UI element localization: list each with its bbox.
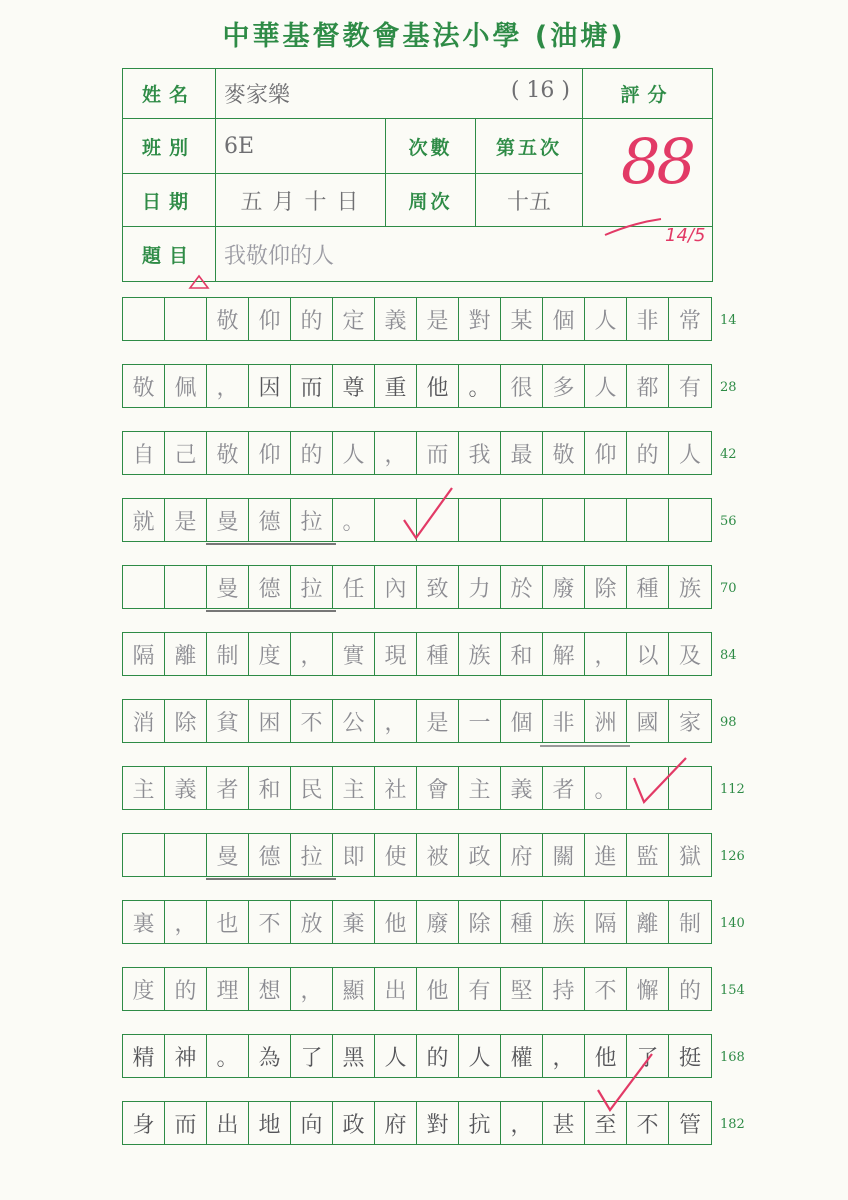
- grid-cell: 敬: [207, 432, 249, 474]
- char-count: 154: [720, 983, 745, 998]
- grid-cell: 黑: [333, 1035, 375, 1077]
- grid-cell: 以: [627, 633, 669, 675]
- grid-row: [122, 766, 712, 810]
- grid-cell: 制: [207, 633, 249, 675]
- char-count: 112: [720, 782, 745, 797]
- grid-cell: 於: [501, 566, 543, 608]
- grid-cell: 他: [417, 968, 459, 1010]
- grid-row: [122, 297, 712, 341]
- grid-cell: 義: [165, 767, 207, 809]
- char-count: 84: [720, 648, 737, 663]
- date-label: 日期: [123, 174, 216, 227]
- grid-cell: [165, 298, 207, 340]
- grid-cell: 人: [333, 432, 375, 474]
- grid-cell: 者: [207, 767, 249, 809]
- grid-row: [122, 632, 712, 676]
- grid-cell: 被: [417, 834, 459, 876]
- grid-cell: 仰: [249, 432, 291, 474]
- grid-cell: 和: [501, 633, 543, 675]
- grid-cell: [165, 834, 207, 876]
- score-stroke-mark: [603, 215, 663, 239]
- grid-cell: 府: [501, 834, 543, 876]
- grid-cell: 不: [249, 901, 291, 943]
- grid-cell: 政: [459, 834, 501, 876]
- grid-cell: 常: [678, 308, 701, 334]
- grid-cell: 曼: [207, 499, 249, 541]
- grid-cell: [669, 499, 711, 541]
- grid-cell: 他: [375, 901, 417, 943]
- grid-cell: 和: [249, 767, 291, 809]
- name-field: [216, 69, 583, 119]
- grid-cell: 了: [627, 1035, 669, 1077]
- grid-cell: 曼: [207, 834, 249, 876]
- grid-cell: 仰: [249, 298, 291, 340]
- score-value: 88: [621, 125, 692, 198]
- name-label: 姓名: [123, 69, 216, 119]
- topic-value: 我敬仰的人: [216, 227, 713, 282]
- grid-cell: 主: [459, 767, 501, 809]
- grid-cell: 除: [459, 901, 501, 943]
- grid-cell: [123, 566, 165, 608]
- name-underline: [206, 610, 336, 612]
- grid-cell: 府: [375, 1102, 417, 1144]
- grid-cell: 離: [165, 633, 207, 675]
- grid-cell: [165, 566, 207, 608]
- grid-cell: 國: [627, 700, 669, 742]
- grid-cell: ，: [165, 901, 207, 943]
- grid-cell: 神: [165, 1035, 207, 1077]
- grid-cell: 多: [543, 365, 585, 407]
- grid-cell: 不: [585, 968, 627, 1010]
- char-count: 168: [720, 1050, 745, 1065]
- grid-cell: 一: [459, 700, 501, 742]
- grid-cell: 自: [123, 432, 165, 474]
- char-count: 98: [720, 715, 737, 730]
- grid-cell: 曼: [207, 566, 249, 608]
- grid-cell: 及: [678, 643, 701, 669]
- name-underline: [206, 543, 336, 545]
- grid-cell: 非: [543, 700, 585, 742]
- grid-cell: 的: [627, 432, 669, 474]
- grid-row: [122, 833, 712, 877]
- grid-cell: 抗: [459, 1102, 501, 1144]
- grid-cell: [627, 499, 669, 541]
- grid-cell: 族: [543, 901, 585, 943]
- grid-cell: 義: [501, 767, 543, 809]
- grid-cell: 都: [627, 365, 669, 407]
- grid-row: [122, 364, 712, 408]
- grid-cell: 隔: [585, 901, 627, 943]
- grid-cell: 持: [543, 968, 585, 1010]
- grid-cell: 解: [543, 633, 585, 675]
- grid-cell: 消: [123, 700, 165, 742]
- char-count: 182: [720, 1117, 745, 1132]
- grid-cell: 政: [333, 1102, 375, 1144]
- grid-cell: 獄: [678, 844, 701, 870]
- grid-cell: 而: [291, 365, 333, 407]
- grid-cell: 定: [333, 298, 375, 340]
- grid-cell: 是: [417, 298, 459, 340]
- grid-cell: 仰: [585, 432, 627, 474]
- grid-cell: ，: [291, 633, 333, 675]
- grid-cell: 隔: [123, 633, 165, 675]
- grid-cell: 個: [543, 298, 585, 340]
- grid-cell: 貧: [207, 700, 249, 742]
- grid-cell: 除: [165, 700, 207, 742]
- grid-cell: 而: [417, 432, 459, 474]
- char-count: 28: [720, 380, 737, 395]
- name-underline: [206, 878, 336, 880]
- grid-cell: 對: [459, 298, 501, 340]
- grid-cell: 甚: [543, 1102, 585, 1144]
- grid-cell: 現: [375, 633, 417, 675]
- grid-cell: 對: [417, 1102, 459, 1144]
- grid-cell: 我: [459, 432, 501, 474]
- grid-cell: 。: [585, 767, 627, 809]
- grid-cell: 敬: [207, 298, 249, 340]
- grid-cell: 棄: [333, 901, 375, 943]
- grid-cell: 家: [678, 710, 701, 736]
- grid-cell: 人: [585, 298, 627, 340]
- grid-cell: 離: [627, 901, 669, 943]
- grid-cell: 權: [501, 1035, 543, 1077]
- grid-cell: ，: [585, 633, 627, 675]
- char-count: 70: [720, 581, 737, 596]
- grid-cell: ，: [543, 1035, 585, 1077]
- grid-cell: 是: [165, 499, 207, 541]
- grid-cell: 力: [459, 566, 501, 608]
- grid-cell: 內: [375, 566, 417, 608]
- grid-cell: 的: [165, 968, 207, 1010]
- check-mark-icon: [400, 486, 456, 542]
- school-title: 中華基督教會基法小學 (油塘): [222, 21, 626, 52]
- grid-cell: 出: [375, 968, 417, 1010]
- char-count: 42: [720, 447, 737, 462]
- char-count: 56: [720, 514, 737, 529]
- grid-cell: 向: [291, 1102, 333, 1144]
- caret-mark: [188, 274, 210, 290]
- grid-cell: 也: [207, 901, 249, 943]
- grid-cell: ，: [375, 700, 417, 742]
- grid-cell: 族: [459, 633, 501, 675]
- grid-cell: 人: [678, 442, 701, 468]
- grid-cell: 因: [249, 365, 291, 407]
- grid-cell: 任: [333, 566, 375, 608]
- grid-cell: 有: [459, 968, 501, 1010]
- grid-cell: 佩: [165, 365, 207, 407]
- grid-cell: 了: [291, 1035, 333, 1077]
- grid-row: [122, 565, 712, 609]
- grid-cell: 精: [123, 1035, 165, 1077]
- grid-cell: 主: [333, 767, 375, 809]
- grid-cell: 他: [417, 365, 459, 407]
- week-label: 周次: [386, 174, 476, 227]
- grid-cell: 他: [585, 1035, 627, 1077]
- grid-cell: 己: [165, 432, 207, 474]
- check-mark-icon: [596, 1050, 656, 1114]
- grid-cell: 地: [249, 1102, 291, 1144]
- grid-cell: 有: [678, 375, 701, 401]
- score-box: [583, 119, 713, 246]
- grid-cell: 不: [291, 700, 333, 742]
- grid-cell: 主: [123, 767, 165, 809]
- grid-cell: 監: [627, 834, 669, 876]
- char-count: 126: [720, 849, 745, 864]
- grid-cell: 想: [249, 968, 291, 1010]
- grid-cell: 而: [165, 1102, 207, 1144]
- grid-cell: 重: [375, 365, 417, 407]
- name-value: 麥家樂: [224, 83, 291, 108]
- grid-cell: 種: [417, 633, 459, 675]
- grid-cell: 德: [249, 566, 291, 608]
- grid-cell: 德: [249, 499, 291, 541]
- date-value: 五月十日: [216, 174, 386, 227]
- grid-cell: 堅: [501, 968, 543, 1010]
- grid-cell: [501, 499, 543, 541]
- grid-cell: 廢: [543, 566, 585, 608]
- grid-cell: ，: [291, 968, 333, 1010]
- grid-cell: 社: [375, 767, 417, 809]
- grid-cell: [123, 834, 165, 876]
- grid-cell: 制: [678, 911, 701, 937]
- grid-cell: 人: [459, 1035, 501, 1077]
- grid-cell: 人: [375, 1035, 417, 1077]
- grid-cell: ，: [375, 432, 417, 474]
- grid-cell: ，: [207, 365, 249, 407]
- grid-cell: 挺: [678, 1045, 701, 1071]
- grid-cell: 的: [678, 978, 701, 1004]
- grid-cell: 致: [417, 566, 459, 608]
- grid-cell: 德: [249, 834, 291, 876]
- grid-cell: 管: [678, 1112, 701, 1138]
- grid-cell: 至: [585, 1102, 627, 1144]
- info-table: [122, 68, 713, 282]
- char-count: 14: [720, 313, 737, 328]
- grid-cell: 是: [417, 700, 459, 742]
- grid-row: [122, 967, 712, 1011]
- grid-cell: 種: [501, 901, 543, 943]
- grid-cell: 。: [207, 1035, 249, 1077]
- grid-cell: 就: [123, 499, 165, 541]
- score-label: 評分: [583, 69, 713, 119]
- grid-cell: [123, 298, 165, 340]
- grid-cell: 困: [249, 700, 291, 742]
- grid-cell: 懈: [627, 968, 669, 1010]
- grid-cell: 的: [291, 298, 333, 340]
- grid-cell: 人: [585, 365, 627, 407]
- sub-score: 14/5: [665, 225, 706, 246]
- grid-row: [122, 431, 712, 475]
- grid-cell: 最: [501, 432, 543, 474]
- grid-cell: 廢: [417, 901, 459, 943]
- grid-cell: 義: [375, 298, 417, 340]
- grid-cell: 實: [333, 633, 375, 675]
- class-label: 班別: [123, 119, 216, 174]
- grid-cell: 非: [627, 298, 669, 340]
- grid-cell: 放: [291, 901, 333, 943]
- grid-cell: 拉: [291, 834, 333, 876]
- times-label: 次數: [386, 119, 476, 174]
- name-underline: [540, 745, 630, 747]
- topic-label: 題目: [123, 227, 216, 282]
- grid-cell: 進: [585, 834, 627, 876]
- grid-row: [122, 900, 712, 944]
- grid-cell: 族: [678, 576, 701, 602]
- grid-cell: 種: [627, 566, 669, 608]
- grid-cell: [585, 499, 627, 541]
- grid-cell: 民: [291, 767, 333, 809]
- grid-cell: 很: [501, 365, 543, 407]
- grid-cell: 某: [501, 298, 543, 340]
- grid-cell: 尊: [333, 365, 375, 407]
- grid-cell: 度: [123, 968, 165, 1010]
- grid-cell: 洲: [585, 700, 627, 742]
- grid-cell: 顯: [333, 968, 375, 1010]
- grid-cell: 關: [543, 834, 585, 876]
- grid-cell: 公: [333, 700, 375, 742]
- grid-cell: 理: [207, 968, 249, 1010]
- grid-cell: [543, 499, 585, 541]
- class-value: 6E: [216, 119, 386, 174]
- grid-cell: 敬: [123, 365, 165, 407]
- grid-cell: 不: [627, 1102, 669, 1144]
- grid-cell: 身: [123, 1102, 165, 1144]
- grid-cell: [459, 499, 501, 541]
- grid-cell: 者: [543, 767, 585, 809]
- grid-cell: 除: [585, 566, 627, 608]
- grid-cell: 拉: [291, 499, 333, 541]
- check-mark-icon: [630, 754, 690, 808]
- grid-cell: 。: [459, 365, 501, 407]
- grid-cell: 敬: [543, 432, 585, 474]
- grid-cell: ，: [501, 1102, 543, 1144]
- grid-cell: 度: [249, 633, 291, 675]
- grid-cell: 的: [291, 432, 333, 474]
- grid-cell: 個: [501, 700, 543, 742]
- class-number: ( 16 ): [510, 78, 571, 103]
- grid-cell: 的: [417, 1035, 459, 1077]
- grid-cell: 會: [417, 767, 459, 809]
- grid-cell: 拉: [291, 566, 333, 608]
- grid-cell: 。: [333, 499, 375, 541]
- grid-cell: 裏: [123, 901, 165, 943]
- grid-cell: 即: [333, 834, 375, 876]
- grid-cell: 使: [375, 834, 417, 876]
- times-value: 第五次: [476, 119, 583, 174]
- grid-cell: 出: [207, 1102, 249, 1144]
- week-value: 十五: [476, 174, 583, 227]
- grid-row: [122, 699, 712, 743]
- grid-cell: 為: [249, 1035, 291, 1077]
- char-count: 140: [720, 916, 745, 931]
